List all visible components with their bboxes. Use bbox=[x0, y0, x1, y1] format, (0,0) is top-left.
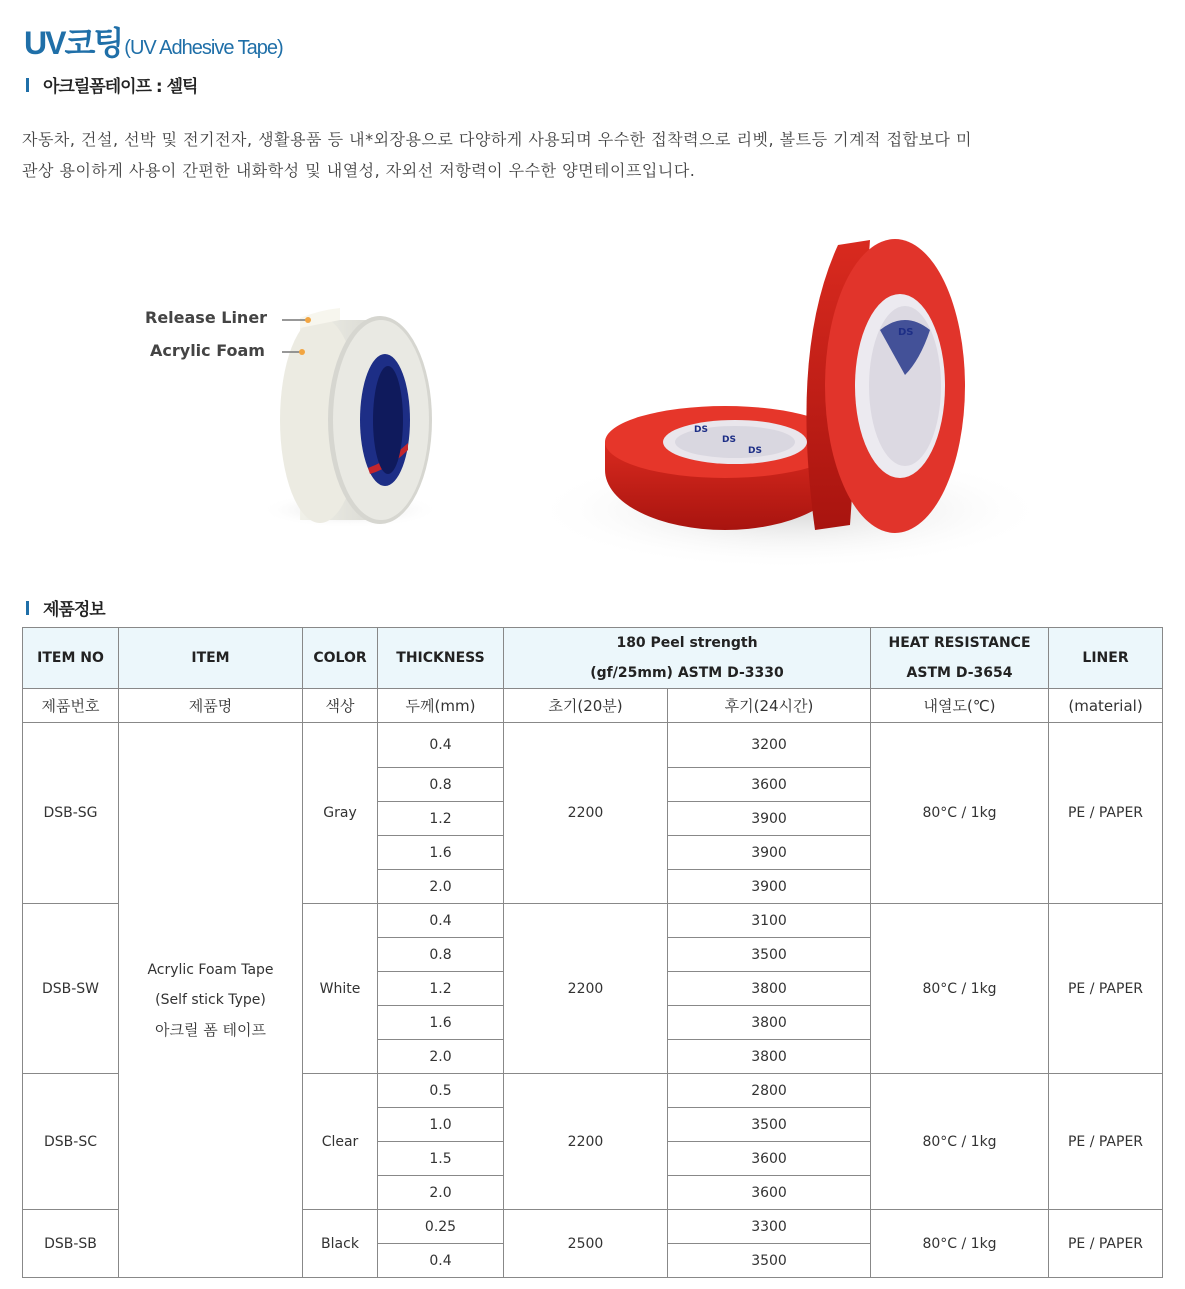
header-heat-line-2: ASTM D-3654 bbox=[906, 665, 1013, 681]
core-logo-3: DS bbox=[748, 446, 762, 456]
heat-resistance-cell: 80°C / 1kg bbox=[871, 723, 1049, 904]
color-cell: Black bbox=[303, 1210, 378, 1278]
product-spec-table bbox=[22, 627, 1163, 1278]
acrylic-foam-marker bbox=[299, 349, 305, 355]
page-title-main: UV코팅 bbox=[24, 25, 123, 61]
subheader-initial: 초기(20분) bbox=[504, 689, 668, 723]
item-no-cell: DSB-SG bbox=[23, 723, 119, 904]
header-peel-line-1: 180 Peel strength bbox=[616, 635, 758, 651]
later-strength-cell: 3600 bbox=[668, 1176, 871, 1210]
red-tape-rolls bbox=[530, 239, 1050, 570]
color-cell: Clear bbox=[303, 1074, 378, 1210]
subtitle-text: 아크릴폼테이프 : 셀틱 bbox=[43, 77, 198, 97]
later-strength-cell: 3200 bbox=[668, 723, 871, 768]
later-strength-cell: 3100 bbox=[668, 904, 871, 938]
header-peel-strength bbox=[504, 628, 871, 689]
initial-strength-cell: 2500 bbox=[504, 1210, 668, 1278]
thickness-cell: 1.2 bbox=[378, 972, 504, 1006]
header-heat-resistance bbox=[871, 628, 1049, 689]
subheader-liner: (material) bbox=[1049, 689, 1163, 723]
table-body bbox=[23, 723, 1163, 1278]
header-item-no: ITEM NO bbox=[23, 628, 119, 689]
later-strength-cell: 3800 bbox=[668, 972, 871, 1006]
thickness-cell: 1.6 bbox=[378, 836, 504, 870]
subheader-thickness: 두께(mm) bbox=[378, 689, 504, 723]
description-line-2: 관상 용이하게 사용이 간편한 내화학성 및 내열성, 자외선 저항력이 우수한 양면테이프입니다. bbox=[22, 161, 696, 180]
thickness-cell: 0.8 bbox=[378, 938, 504, 972]
initial-strength-cell: 2200 bbox=[504, 904, 668, 1074]
initial-strength-cell: 2200 bbox=[504, 723, 668, 904]
table-row bbox=[23, 723, 1163, 768]
liner-cell: PE / PAPER bbox=[1049, 904, 1163, 1074]
product-info-heading-text: 제품정보 bbox=[43, 600, 105, 620]
later-strength-cell: 3900 bbox=[668, 836, 871, 870]
item-name-line-2: (Self stick Type) bbox=[155, 992, 266, 1008]
thickness-cell: 1.2 bbox=[378, 802, 504, 836]
initial-strength-cell: 2200 bbox=[504, 1074, 668, 1210]
header-color: COLOR bbox=[303, 628, 378, 689]
thickness-cell: 0.4 bbox=[378, 904, 504, 938]
release-liner-marker bbox=[305, 317, 311, 323]
header-liner: LINER bbox=[1049, 628, 1163, 689]
thickness-cell: 0.8 bbox=[378, 768, 504, 802]
item-name-line-1: Acrylic Foam Tape bbox=[147, 962, 274, 978]
table-subheader-row bbox=[23, 689, 1163, 723]
thickness-cell: 2.0 bbox=[378, 1040, 504, 1074]
later-strength-cell: 3900 bbox=[668, 870, 871, 904]
description-line-1: 자동차, 건설, 선박 및 전기전자, 생활용품 등 내*외장용으로 다양하게 사용되며 우수한 접착력으로 리벳, 볼트등 기계적 접합보다 미 bbox=[22, 130, 972, 149]
item-no-cell: DSB-SC bbox=[23, 1074, 119, 1210]
thickness-cell: 2.0 bbox=[378, 1176, 504, 1210]
heading-bar bbox=[26, 601, 29, 615]
thickness-cell: 2.0 bbox=[378, 870, 504, 904]
header-thickness: THICKNESS bbox=[378, 628, 504, 689]
core-logo-1: DS bbox=[694, 425, 708, 435]
color-cell: White bbox=[303, 904, 378, 1074]
header-heat-line-1: HEAT RESISTANCE bbox=[888, 635, 1031, 651]
header-item: ITEM bbox=[119, 628, 303, 689]
acrylic-foam-label: Acrylic Foam bbox=[150, 341, 265, 360]
item-name-line-3: 아크릴 폼 테이프 bbox=[155, 1021, 266, 1039]
subheader-heat: 내열도(℃) bbox=[871, 689, 1049, 723]
later-strength-cell: 2800 bbox=[668, 1074, 871, 1108]
later-strength-cell: 3500 bbox=[668, 1108, 871, 1142]
later-strength-cell: 3800 bbox=[668, 1040, 871, 1074]
heat-resistance-cell: 80°C / 1kg bbox=[871, 904, 1049, 1074]
heat-resistance-cell: 80°C / 1kg bbox=[871, 1210, 1049, 1278]
subheader-item: 제품명 bbox=[119, 689, 303, 723]
core-logo-2: DS bbox=[722, 435, 736, 445]
subtitle-heading bbox=[26, 72, 197, 97]
product-illustration bbox=[0, 210, 1185, 590]
item-name-cell bbox=[119, 723, 303, 1278]
liner-cell: PE / PAPER bbox=[1049, 1074, 1163, 1210]
header-peel-line-2: (gf/25mm) ASTM D-3330 bbox=[590, 665, 784, 681]
thickness-cell: 0.25 bbox=[378, 1210, 504, 1244]
liner-cell: PE / PAPER bbox=[1049, 723, 1163, 904]
thickness-cell: 0.4 bbox=[378, 1244, 504, 1278]
later-strength-cell: 3500 bbox=[668, 938, 871, 972]
release-liner-label: Release Liner bbox=[145, 308, 268, 327]
heading-bar bbox=[26, 78, 29, 92]
liner-cell: PE / PAPER bbox=[1049, 1210, 1163, 1278]
subheader-color: 색상 bbox=[303, 689, 378, 723]
thickness-cell: 1.5 bbox=[378, 1142, 504, 1176]
product-description bbox=[22, 124, 1162, 186]
page-title bbox=[24, 18, 283, 64]
color-cell: Gray bbox=[303, 723, 378, 904]
item-no-cell: DSB-SB bbox=[23, 1210, 119, 1278]
thickness-cell: 0.5 bbox=[378, 1074, 504, 1108]
thickness-cell: 1.0 bbox=[378, 1108, 504, 1142]
subheader-later: 후기(24시간) bbox=[668, 689, 871, 723]
core-logo-4: DS bbox=[898, 327, 914, 338]
heat-resistance-cell: 80°C / 1kg bbox=[871, 1074, 1049, 1210]
later-strength-cell: 3800 bbox=[668, 1006, 871, 1040]
subheader-item-no: 제품번호 bbox=[23, 689, 119, 723]
white-tape-roll bbox=[260, 308, 440, 528]
product-info-heading bbox=[26, 595, 105, 620]
item-no-cell: DSB-SW bbox=[23, 904, 119, 1074]
page-title-sub: (UV Adhesive Tape) bbox=[124, 37, 283, 59]
thickness-cell: 1.6 bbox=[378, 1006, 504, 1040]
later-strength-cell: 3300 bbox=[668, 1210, 871, 1244]
thickness-cell: 0.4 bbox=[378, 723, 504, 768]
later-strength-cell: 3900 bbox=[668, 802, 871, 836]
layer-labels bbox=[145, 308, 311, 360]
later-strength-cell: 3600 bbox=[668, 768, 871, 802]
table-header-row bbox=[23, 628, 1163, 689]
later-strength-cell: 3500 bbox=[668, 1244, 871, 1278]
tape-images bbox=[0, 210, 1185, 590]
later-strength-cell: 3600 bbox=[668, 1142, 871, 1176]
